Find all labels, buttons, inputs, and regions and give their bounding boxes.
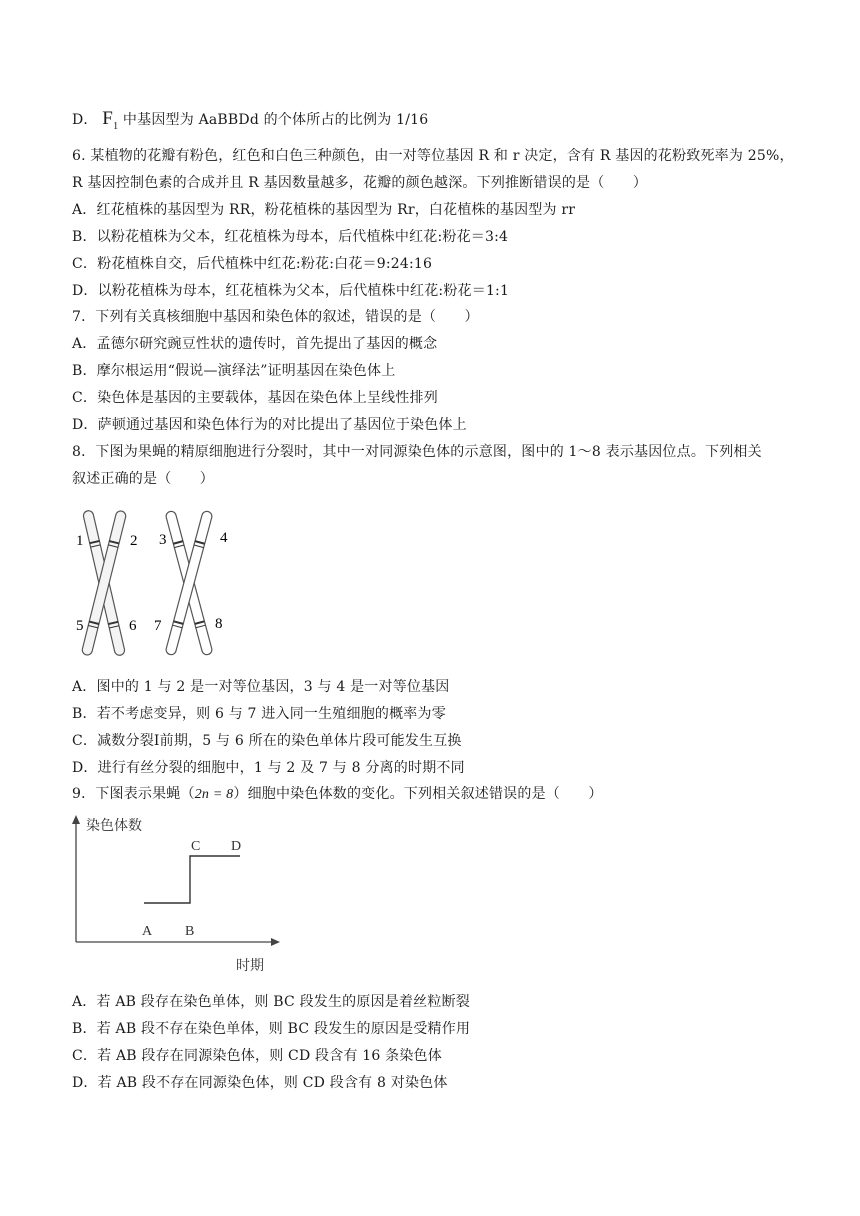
graph-x-label: 时期 [236, 958, 264, 974]
chromosome-step-line [144, 856, 240, 903]
q5-option-d [72, 108, 428, 132]
q9-option-c: C．若 AB 段存在同源染色体，则 CD 段含有 16 条染色体 [72, 1048, 442, 1064]
graph-y-label: 染色体数 [86, 818, 142, 834]
q9-stem [72, 783, 603, 803]
f1-base: F [102, 108, 114, 129]
x-axis-arrow [271, 938, 280, 946]
homologous-chromosome-figure [72, 505, 242, 660]
q7-option-d: D．萨顿通过基因和染色体行为的对比提出了基因位于染色体上 [72, 417, 467, 433]
q9-stem-prefix: 9．下图表示果蝇（ [72, 786, 195, 802]
q8-stem-line1: 8．下图为果蝇的精原细胞进行分裂时，其中一对同源染色体的示意图，图中的 1～8 表示基因位点。下列相关 [72, 444, 762, 460]
f1-sub: 1 [113, 120, 119, 132]
q5-option-d-text: 中基因型为 AaBBDd 的个体所占的比例为 1/16 [122, 112, 429, 128]
q8-stem-line2: 叙述正确的是（ ） [72, 471, 214, 487]
q7-option-a: A．孟德尔研究豌豆性状的遗传时，首先提出了基因的概念 [72, 336, 438, 352]
locus-label-2: 2 [130, 533, 138, 549]
q6-option-a: A．红花植株的基因型为 RR，粉花植株的基因型为 Rr，白花植株的基因型为 rr [72, 202, 576, 218]
q8-option-d: D．进行有丝分裂的细胞中，1 与 2 及 7 与 8 分离的时期不同 [72, 760, 465, 776]
q8-option-b: B．若不考虑变异，则 6 与 7 进入同一生殖细胞的概率为零 [72, 706, 446, 722]
q6-option-c: C．粉花植株自交，后代植株中红花:粉花:白花＝9:24:16 [72, 256, 433, 272]
q9-stem-suffix: ）细胞中染色体数的变化。下列相关叙述错误的是（ ） [233, 786, 603, 802]
point-label-a: A [142, 924, 153, 939]
chromosome-pair-right [165, 510, 213, 656]
q8-option-c: C．减数分裂Ⅰ前期，5 与 6 所在的染色单体片段可能发生互换 [72, 733, 462, 749]
q7-option-c: C．染色体是基因的主要载体，基因在染色体上呈线性排列 [72, 390, 438, 406]
q9-stem-math: 2n = 8 [194, 787, 234, 802]
locus-label-5: 5 [76, 618, 84, 634]
q9-option-b: B．若 AB 段不存在染色单体，则 BC 段发生的原因是受精作用 [72, 1021, 471, 1037]
locus-label-6: 6 [129, 618, 137, 634]
q7-stem: 7．下列有关真核细胞中基因和染色体的叙述，错误的是（ ） [72, 309, 479, 325]
chromosome-number-graph [64, 812, 294, 980]
locus-label-1: 1 [76, 533, 84, 549]
point-label-d: D [231, 839, 242, 854]
point-label-c: C [191, 839, 201, 854]
locus-label-3: 3 [159, 532, 167, 548]
q8-option-a: A．图中的 1 与 2 是一对等位基因，3 与 4 是一对等位基因 [72, 679, 450, 695]
chromosome-pair-left [81, 510, 127, 656]
q9-option-a: A．若 AB 段存在染色单体，则 BC 段发生的原因是着丝粒断裂 [72, 994, 470, 1010]
locus-label-8: 8 [215, 616, 223, 632]
locus-label-4: 4 [220, 530, 228, 546]
q6-option-d: D．以粉花植株为母本，红花植株为父本，后代植株中红花:粉花＝1:1 [72, 283, 510, 299]
locus-label-7: 7 [154, 618, 162, 634]
y-axis-arrow [72, 815, 80, 824]
q5-option-d-prefix: D． [72, 112, 98, 128]
f1-symbol [102, 108, 119, 132]
q7-option-b: B．摩尔根运用“假说—演绎法”证明基因在染色体上 [72, 363, 396, 379]
point-label-b: B [185, 924, 195, 939]
q6-option-b: B．以粉花植株为父本，红花植株为母本，后代植株中红花:粉花＝3:4 [72, 229, 509, 245]
q9-option-d: D．若 AB 段不存在同源染色体，则 CD 段含有 8 对染色体 [72, 1075, 448, 1091]
q6-stem-line1: 6. 某植物的花瓣有粉色，红色和白色三种颜色，由一对等位基因 R 和 r 决定，含有 R 基因的花粉致死率为 25%， [72, 148, 794, 164]
q6-stem-line2: R 基因控制色素的合成并且 R 基因数量越多，花瓣的颜色越深。下列推断错误的是（ ） [72, 175, 648, 191]
